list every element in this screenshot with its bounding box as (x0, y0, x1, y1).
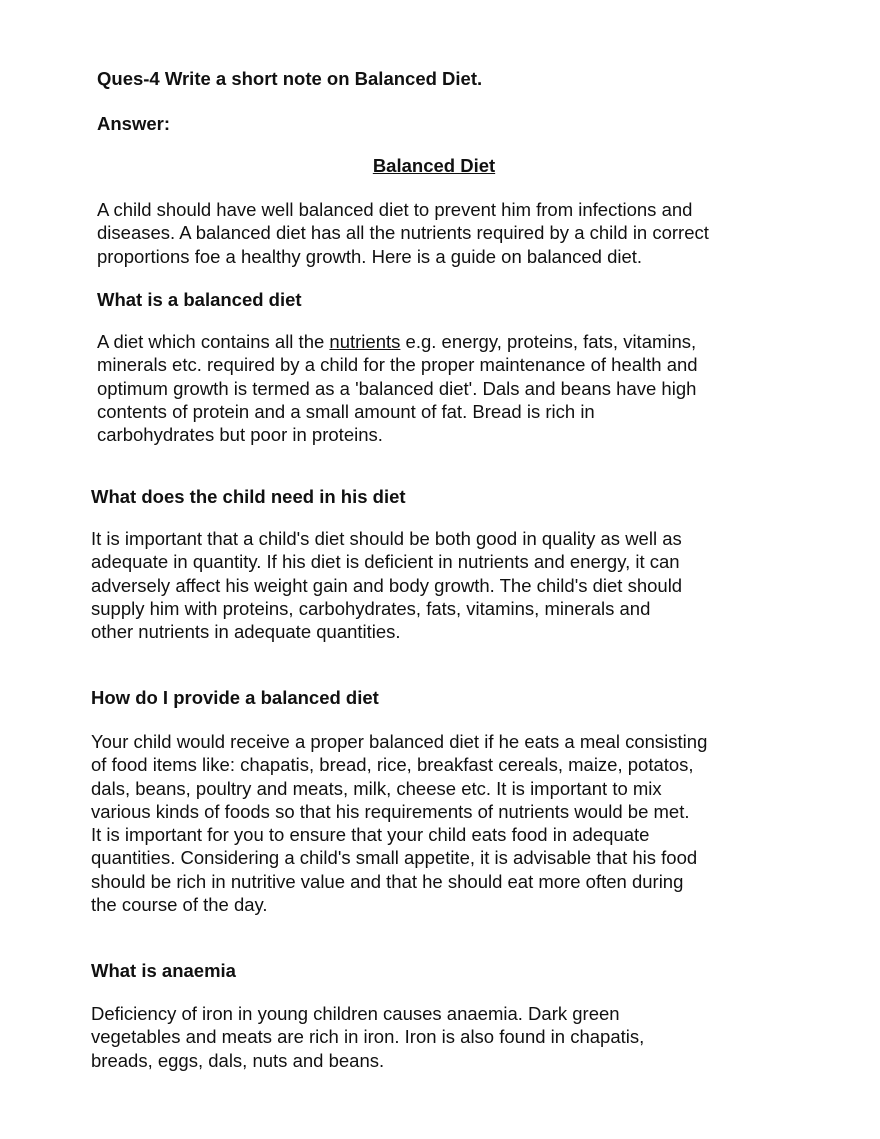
anaemia-line: Deficiency of iron in young children causes anaemia. Dark green (91, 1003, 620, 1024)
intro-line: A child should have well balanced diet to prevent him from infections and (97, 199, 693, 220)
what-is-line-end: e.g. energy, proteins, fats, vitamins, (400, 331, 697, 352)
what-is-line: minerals etc. required by a child for the proper maintenance of health and (97, 354, 698, 376)
intro-line: diseases. A balanced diet has all the nutrients required by a child in correct (97, 222, 709, 244)
what-is-line: carbohydrates but poor in proteins. (97, 424, 383, 446)
anaemia-line: vegetables and meats are rich in iron. Iron is also found in chapatis, (91, 1026, 645, 1048)
nutrients-link[interactable]: nutrients (329, 331, 401, 352)
provide-line: of food items like: chapatis, bread, rice, breakfast cereals, maize, potatos, (91, 754, 694, 776)
provide-line: dals, beans, poultry and meats, milk, cheese etc. It is important to mix (91, 777, 662, 799)
anaemia-line: breads, eggs, dals, nuts and beans. (91, 1049, 385, 1071)
need-line: other nutrients in adequate quantities. (91, 621, 401, 643)
what-is-paragraph (97, 330, 787, 446)
need-line: adequate in quantity. If his diet is deficient in nutrients and energy, it can (91, 551, 680, 573)
question-heading: Ques-4 Write a short note on Balanced Diet. (97, 68, 483, 89)
what-is-line (97, 330, 787, 353)
provide-paragraph (91, 730, 781, 916)
section-heading-what-is: What is a balanced diet (97, 289, 302, 310)
provide-line: the course of the day. (91, 894, 268, 916)
document-title: Balanced Diet (372, 155, 496, 176)
what-is-line-start: A diet which contains all the (97, 331, 330, 352)
need-line: It is important that a child's diet should be both good in quality as well as (91, 528, 682, 549)
what-is-line: contents of protein and a small amount of fat. Bread is rich in (97, 400, 595, 422)
section-heading-need: What does the child need in his diet (91, 486, 406, 507)
section-heading-anaemia: What is anaemia (91, 960, 236, 981)
answer-label: Answer: (97, 113, 170, 134)
provide-line: Your child would receive a proper balanced diet if he eats a meal consisting (91, 731, 708, 752)
section-heading-provide: How do I provide a balanced diet (91, 687, 379, 708)
provide-line: quantities. Considering a child's small appetite, it is advisable that his food (91, 847, 698, 869)
provide-line: It is important for you to ensure that your child eats food in adequate (91, 824, 650, 846)
need-line: adversely affect his weight gain and body growth. The child's diet should (91, 574, 683, 596)
intro-line: proportions foe a healthy growth. Here is a guide on balanced diet. (97, 245, 643, 267)
need-line: supply him with proteins, carbohydrates, fats, vitamins, minerals and (91, 597, 651, 619)
anaemia-paragraph (91, 1002, 781, 1072)
need-paragraph (91, 527, 781, 643)
provide-line: various kinds of foods so that his requirements of nutrients would be met. (91, 800, 690, 822)
intro-paragraph (97, 198, 787, 268)
what-is-line: optimum growth is termed as a 'balanced diet'. Dals and beans have high (97, 377, 697, 399)
provide-line: should be rich in nutritive value and that he should eat more often during (91, 870, 684, 892)
